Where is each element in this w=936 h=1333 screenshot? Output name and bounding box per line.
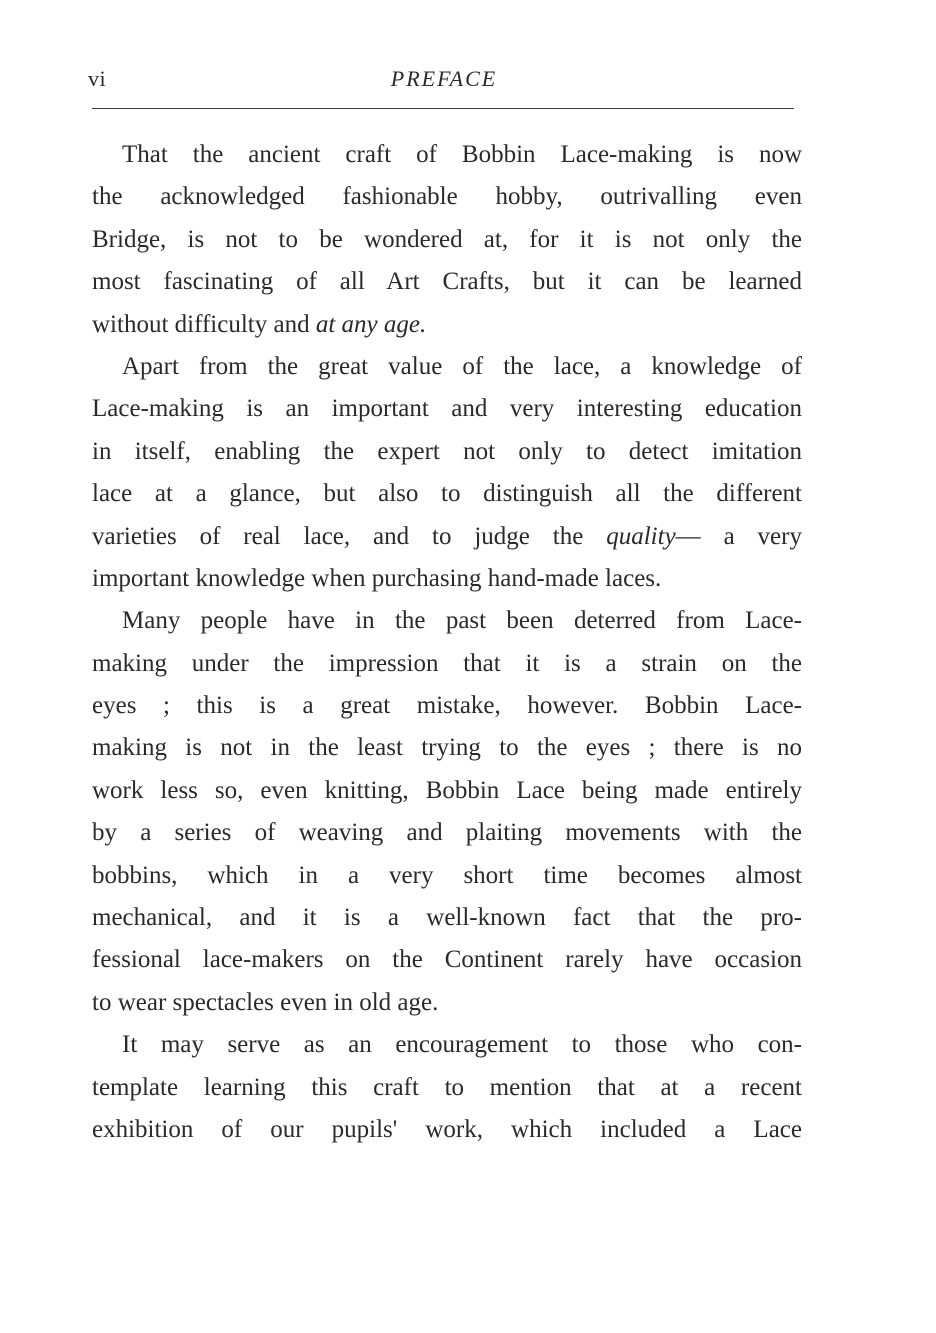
- paragraph-2: [92, 346, 802, 600]
- text-line: It may serve as an encouragement to those who con-: [122, 1031, 802, 1059]
- text-line: template learning this craft to mention that at a recent: [92, 1073, 802, 1101]
- text-line: eyes ; this is a great mistake, however. Bobbin Lace-: [92, 692, 802, 720]
- paragraph-4: [92, 1024, 802, 1151]
- header-rule: [92, 108, 794, 109]
- body-text: [92, 134, 802, 1151]
- text-run: varieties of real lace, and to judge the: [92, 522, 607, 550]
- text-line: important knowledge when purchasing hand-made laces.: [92, 564, 662, 592]
- text-line: fessional lace-makers on the Continent rarely have occasion: [92, 946, 802, 974]
- text-line: exhibition of our pupils' work, which included a Lace: [92, 1115, 802, 1143]
- text-line: lace at a glance, but also to distinguish all the different: [92, 480, 802, 508]
- text-line: making under the impression that it is a strain on the: [92, 649, 802, 677]
- paragraph-1: [92, 134, 802, 346]
- italic-phrase: at any age.: [315, 310, 427, 338]
- text-line: making is not in the least trying to the eyes ; there is no: [92, 734, 802, 762]
- text-run: without difficulty and: [92, 310, 316, 338]
- paragraph-3: [92, 600, 802, 1024]
- page-number: vi: [88, 66, 107, 91]
- text-line: Many people have in the past been deterred from Lace-: [122, 607, 802, 635]
- text-line: [92, 304, 802, 346]
- text-line: in itself, enabling the expert not only to detect imitation: [92, 437, 802, 465]
- text-line: [92, 516, 802, 558]
- text-line: work less so, even knitting, Bobbin Lace being made entirely: [92, 776, 802, 804]
- text-line: by a series of weaving and plaiting movements with the: [92, 819, 802, 847]
- text-line: That the ancient craft of Bobbin Lace-making is now: [122, 141, 802, 168]
- text-line: mechanical, and it is a well-known fact that the pro-: [92, 904, 802, 932]
- text-line: to wear spectacles even in old age.: [92, 988, 439, 1016]
- running-head: [88, 66, 800, 98]
- text-line: bobbins, which in a very short time becomes almost: [92, 861, 802, 889]
- text-line: the acknowledged fashionable hobby, outrivalling even: [92, 183, 802, 211]
- text-line: Apart from the great value of the lace, a knowledge of: [122, 352, 802, 380]
- italic-word: quality: [606, 522, 676, 550]
- text-line: most fascinating of all Art Crafts, but it can be learned: [92, 268, 802, 296]
- running-title: PREFACE: [390, 66, 498, 91]
- text-line: Lace-making is an important and very interesting education: [92, 395, 802, 423]
- text-run: — a very: [675, 522, 802, 550]
- text-line: Bridge, is not to be wondered at, for it is not only the: [92, 225, 802, 253]
